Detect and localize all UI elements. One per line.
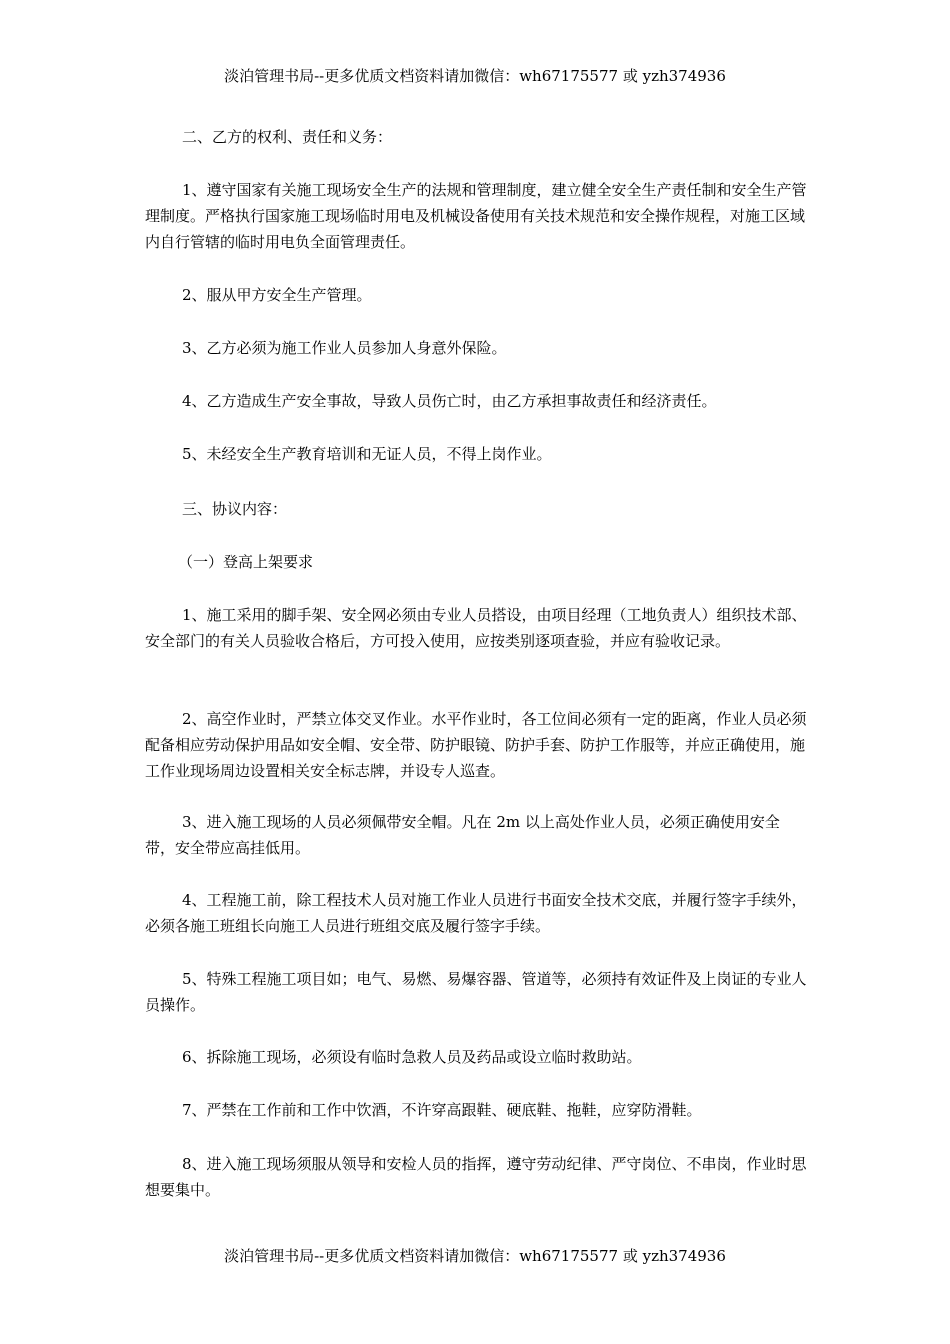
paragraph-b1: 1、遵守国家有关施工现场安全生产的法规和管理制度，建立健全安全生产责任制和安全生产管理制度。严格执行国家施工现场临时用电及机械设备使用有关技术规范和安全操作规程，对施工区域内自行管辖的临时用电负全面管理责任。 (145, 181, 807, 251)
paragraph-c7: 7、严禁在工作前和工作中饮酒，不许穿高跟鞋、硬底鞋、拖鞋，应穿防滑鞋。 (182, 1101, 702, 1119)
paragraph-c2: 2、高空作业时，严禁立体交叉作业。水平作业时，各工位间必须有一定的距离，作业人员必须配备相应劳动保护用品如安全帽、安全带、防护眼镜、防护手套、防护工作服等，并应正确使用，施工作业现场周边设置相关安全标志牌，并设专人巡查。 (145, 710, 807, 780)
paragraph-b5: 5、未经安全生产教育培训和无证人员，不得上岗作业。 (182, 445, 552, 463)
paragraph-b4: 4、乙方造成生产安全事故，导致人员伤亡时，由乙方承担事故责任和经济责任。 (182, 392, 717, 410)
paragraph-c4: 4、工程施工前，除工程技术人员对施工作业人员进行书面安全技术交底，并履行签字手续外，必须各施工班组长向施工人员进行班组交底及履行签字手续。 (145, 891, 807, 935)
paragraph-c6: 6、拆除施工现场，必须设有临时急救人员及药品或设立临时救助站。 (182, 1048, 642, 1066)
paragraph-c8: 8、进入施工现场须服从领导和安检人员的指挥，遵守劳动纪律、严守岗位、不串岗，作业时思想要集中。 (145, 1155, 807, 1199)
paragraph-c5: 5、特殊工程施工项目如；电气、易燃、易爆容器、管道等，必须持有效证件及上岗证的专业人员操作。 (145, 970, 807, 1014)
section-heading-party-b: 二、乙方的权利、责任和义务： (182, 128, 393, 146)
paragraph-c1: 1、施工采用的脚手架、安全网必须由专业人员搭设，由项目经理（工地负责人）组织技术部、安全部门的有关人员验收合格后，方可投入使用，应按类别逐项查验，并应有验收记录。 (145, 606, 807, 650)
page-header: 淡泊管理书局--更多优质文档资料请加微信：wh67175577 或 yzh374936 (224, 67, 726, 85)
paragraph-c3: 3、进入施工现场的人员必须佩带安全帽。凡在 2m 以上高处作业人员，必须正确使用安全带，安全带应高挂低用。 (145, 813, 780, 857)
section-heading-agreement: 三、协议内容： (182, 500, 288, 518)
paragraph-b2: 2、服从甲方安全生产管理。 (182, 286, 372, 304)
paragraph-b3: 3、乙方必须为施工作业人员参加人身意外保险。 (182, 339, 507, 357)
page-footer: 淡泊管理书局--更多优质文档资料请加微信：wh67175577 或 yzh374936 (224, 1247, 726, 1265)
subsection-heading-climbing: （一）登高上架要求 (178, 553, 314, 571)
